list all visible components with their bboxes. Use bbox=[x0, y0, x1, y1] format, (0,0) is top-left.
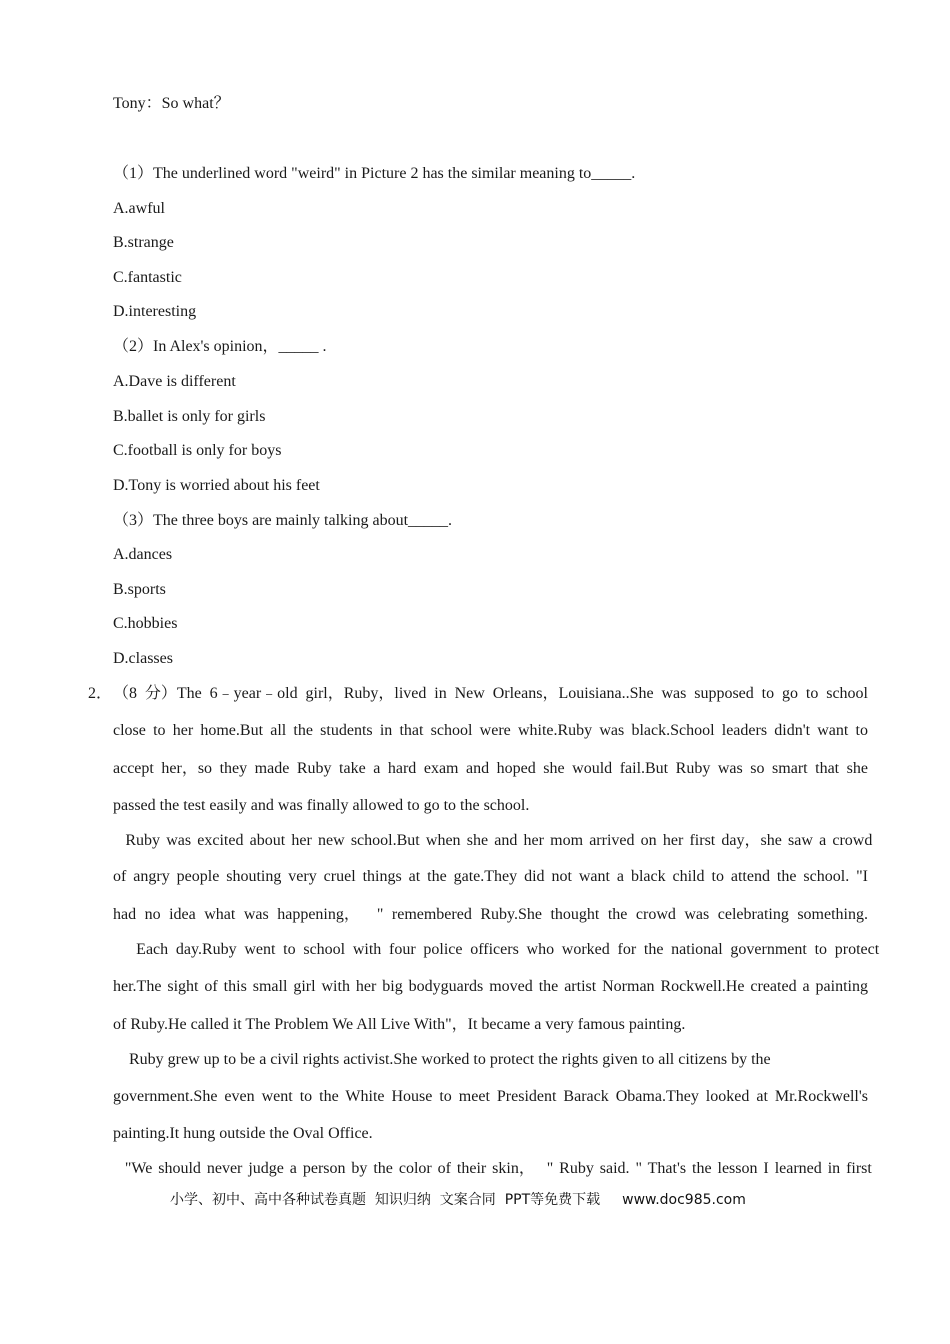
passage-line: of Ruby.He called it The Problem We All Live With"，It became a very famous painting. bbox=[113, 1016, 686, 1033]
question-1-option-a: A.awful bbox=[113, 200, 165, 217]
question-2-option-c: C.football is only for boys bbox=[113, 442, 282, 459]
question-1-option-c: C.fantastic bbox=[113, 269, 182, 286]
question-1-option-b: B.strange bbox=[113, 234, 174, 251]
passage-line: （8 分）The 6﹣year﹣old girl，Ruby，lived in New Orleans，Louisiana..She was supposed to go to school bbox=[113, 685, 868, 702]
passage-line: passed the test easily and was finally allowed to go to the school. bbox=[113, 797, 530, 814]
passage-line: close to her home.But all the students in that school were white.Ruby was black.School leaders didn't want to bbox=[113, 722, 868, 739]
question-2-stem: （2）In Alex's opinion，_____ . bbox=[113, 338, 327, 355]
question-1-stem: （1）The underlined word "weird" in Picture 2 has the similar meaning to_____. bbox=[113, 165, 636, 182]
passage-line: had no idea what was happening， " remembered Ruby.She thought the crowd was celebrating something. bbox=[113, 906, 868, 923]
question-3-option-b: B.sports bbox=[113, 581, 166, 598]
question-3-option-c: C.hobbies bbox=[113, 615, 178, 632]
passage-line: Ruby grew up to be a civil rights activist.She worked to protect the rights given to all citizens by the bbox=[113, 1051, 771, 1068]
passage-line: "We should never judge a person by the color of their skin， " Ruby said. " That's the lesson I learned in first bbox=[113, 1160, 872, 1177]
passage-line: painting.It hung outside the Oval Office. bbox=[113, 1125, 373, 1142]
question-2-option-a: A.Dave is different bbox=[113, 373, 236, 390]
question-1-option-d: D.interesting bbox=[113, 303, 197, 320]
passage-line: government.She even went to the White House to meet President Barack Obama.They looked at Mr.Rockwell's bbox=[113, 1088, 868, 1105]
passage-line: Ruby was excited about her new school.But when she and her mom arrived on her first day，she saw a crowd bbox=[113, 832, 873, 849]
question-2-option-d: D.Tony is worried about his feet bbox=[113, 477, 320, 494]
passage-line: of angry people shouting very cruel things at the gate.They did not want a black child to attend the school. "I bbox=[113, 868, 868, 885]
question-3-option-a: A.dances bbox=[113, 546, 173, 563]
footer-url: www.doc985.com bbox=[622, 1192, 746, 1208]
question-2-option-b: B.ballet is only for girls bbox=[113, 408, 266, 425]
question-3-option-d: D.classes bbox=[113, 650, 173, 667]
question-number: 2． bbox=[88, 685, 113, 702]
question-3-stem: （3）The three boys are mainly talking about_____. bbox=[113, 512, 453, 529]
footer-text: 小学、初中、高中各种试卷真题 知识归纳 文案合同 PPT等免费下载 bbox=[170, 1192, 601, 1208]
passage-line: her.The sight of this small girl with her big bodyguards moved the artist Norman Rockwell.He created a painting bbox=[113, 978, 868, 995]
passage-line: accept her，so they made Ruby take a hard exam and hoped she would fail.But Ruby was so smart that she bbox=[113, 760, 868, 777]
page-footer bbox=[170, 1190, 746, 1210]
dialogue-line: Tony：So what？ bbox=[113, 95, 230, 112]
passage-line: Each day.Ruby went to school with four police officers who worked for the national government to protect bbox=[113, 941, 880, 958]
